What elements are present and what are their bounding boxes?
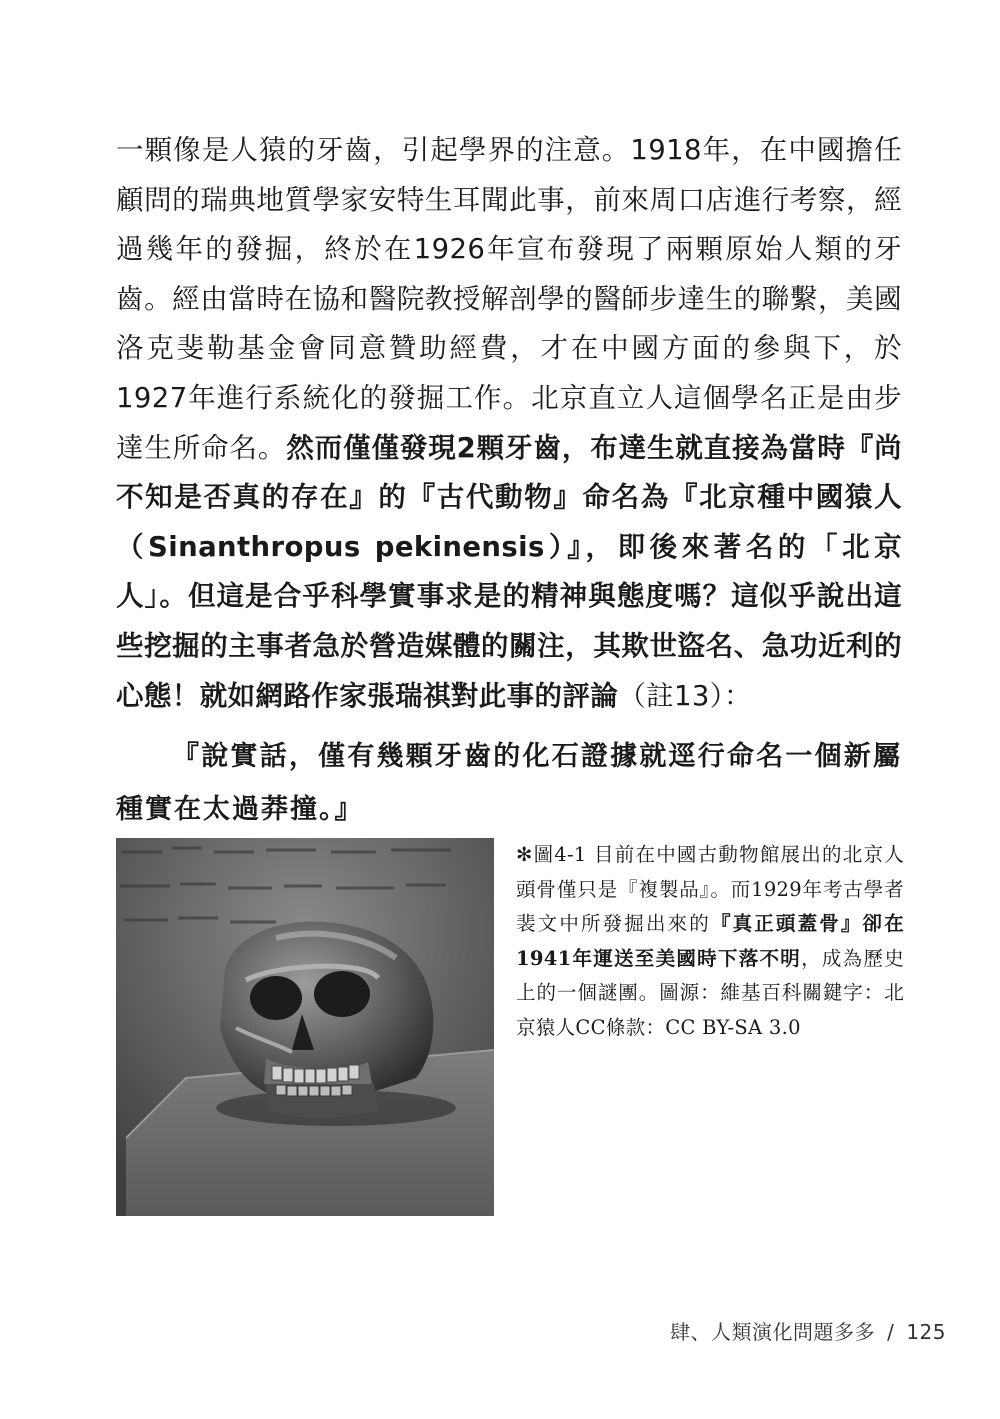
footnote-reference: （註13）： (618, 679, 752, 712)
skull-photo (116, 838, 494, 1216)
figure-caption (516, 838, 904, 1046)
skull-photo-illustration (116, 838, 494, 1216)
chapter-title: 肆、人類演化問題多多 (670, 1320, 876, 1344)
caption-source: ，成為歷史上的一個謎團。圖源：維基百科關鍵字：北京猿人CC條款：CC BY-SA 3.0 (516, 946, 904, 1039)
body-paragraph (116, 126, 902, 721)
block-quote: 『說實話，僅有幾顆牙齒的化石證據就逕行命名一個新屬種實在太過莽撞。』 (116, 741, 902, 825)
page-number: 125 (906, 1320, 946, 1344)
caption-text: ✻圖4-1 目前在中國古動物館展出的北京人頭骨僅只是『複製品』。而1929年考古學者裴文中所發掘出來的 (516, 843, 904, 936)
body-text-normal: 一顆像是人猿的牙齒，引起學界的注意。1918年，在中國擔任顧問的瑞典地質學家安特生耳聞此事，前來周口店進行考察，經過幾年的發掘，終於在1926年宣布發現了兩顆原始人類的牙齒。經由當時在協和醫院教授解剖學的醫師步達生的聯繫，美國洛克斐勒基金會同意贊助經費，才在中國方面的參與下，於1927年進行系統化的發掘工作。北京直立人這個學名正是由步達生所命名。 (116, 134, 902, 464)
running-footer (670, 1316, 946, 1345)
body-text-bold: 然而僅僅發現2顆牙齒，布達生就直接為當時『尚不知是否真的存在』的『古代動物』命名為『北京種中國猿人（Sinanthropus pekinensis）』，即後來著名的「北京人」。但這是合乎科學實事求是的精神與態度嗎？這似乎說出這些挖掘的主事者急於營造媒體的關注，其欺世盜名、急功近利的心態！就如網路作家張瑞祺對此事的評論 (116, 431, 902, 712)
footer-separator: / (887, 1320, 895, 1344)
caption-text-bold: 『真正頭蓋骨』卻在1941年運送至美國時下落不明 (516, 912, 905, 970)
